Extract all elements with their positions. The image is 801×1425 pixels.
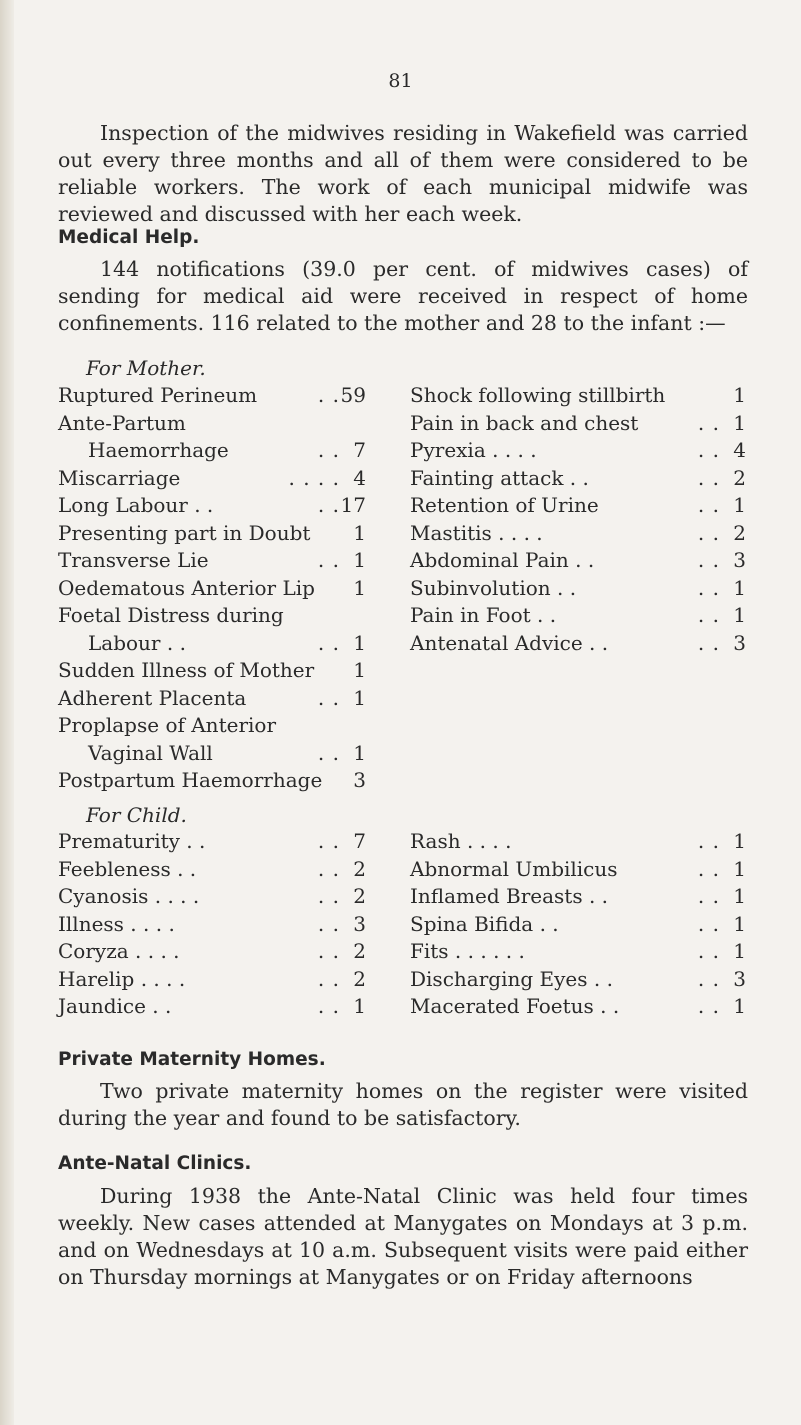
- leader-dots: . .: [317, 685, 340, 710]
- leader-dots: . .: [697, 603, 720, 627]
- list-item: [58, 657, 366, 685]
- list-item: [410, 630, 746, 658]
- item-label: Coryza . . . .: [58, 939, 180, 963]
- item-label: Fainting attack . .: [410, 465, 589, 490]
- leader-dots: . .: [317, 966, 340, 991]
- item-label: Antenatal Advice . .: [410, 630, 609, 655]
- item-label: Postpartum Haemorrhage: [58, 768, 323, 792]
- item-label: Mastitis . . . .: [410, 520, 543, 545]
- leader-dots: . .: [317, 856, 340, 881]
- item-value: 1: [353, 658, 366, 682]
- list-item: [58, 602, 366, 630]
- item-label: Discharging Eyes . .: [410, 966, 613, 991]
- leader-dots: . .: [697, 493, 720, 517]
- list-item: [410, 437, 746, 465]
- item-value: 1: [353, 630, 366, 655]
- leader-dots: . . . .: [288, 465, 340, 490]
- leader-dots: . .: [317, 548, 340, 572]
- list-item: [410, 828, 746, 856]
- item-value: 2: [353, 884, 366, 908]
- item-label: Illness . . . .: [58, 911, 175, 936]
- list-item: [410, 938, 746, 966]
- list-item: [410, 410, 746, 438]
- mother-left-list: [58, 382, 366, 795]
- item-value: 1: [733, 575, 746, 600]
- leader-dots: . .: [317, 994, 340, 1018]
- medical-help-paragraph: 144 notifications (39.0 per cent. of midwives cases) of sending for medical aid were received in respect of home confinements. 116 related to the mother and 28 to the infant :—: [58, 257, 748, 335]
- item-value: 3: [733, 630, 746, 655]
- item-value: 1: [733, 829, 746, 853]
- for-mother-heading: For Mother.: [86, 356, 206, 380]
- item-value: 1: [353, 994, 366, 1018]
- item-label: Ruptured Perineum: [58, 383, 258, 407]
- item-label: Pyrexia . . . .: [410, 438, 537, 462]
- list-item: [410, 883, 746, 911]
- item-label: Pain in back and chest: [410, 410, 639, 435]
- leader-dots: . .: [697, 939, 720, 963]
- list-item: [58, 993, 366, 1021]
- item-label: Vaginal Wall: [88, 740, 213, 765]
- list-item: [410, 547, 746, 575]
- item-label: Inflamed Breasts . .: [410, 884, 609, 908]
- list-item: [58, 911, 366, 939]
- item-label: Adherent Placenta: [58, 685, 247, 710]
- item-label: Subinvolution . .: [410, 575, 577, 600]
- item-value: 3: [733, 966, 746, 991]
- leader-dots: . .: [697, 410, 720, 435]
- leader-dots: . .: [697, 438, 720, 462]
- list-item: [58, 520, 366, 548]
- leader-dots: . .: [697, 465, 720, 490]
- item-label: Shock following stillbirth: [410, 383, 666, 407]
- leader-dots: . .: [697, 548, 720, 572]
- antenatal-paragraph: During 1938 the Ante-Natal Clinic was held four times weekly. New cases attended at Manygates on Mondays at 3 p.m. and on Wednesdays at 10 a.m. Subsequent visits were paid either on Thursday mornings at Manygates or on Friday afternoons: [58, 1184, 748, 1289]
- list-item: [410, 382, 746, 410]
- item-label: Retention of Urine: [410, 493, 599, 517]
- item-label: Harelip . . . .: [58, 966, 186, 991]
- list-item: [410, 993, 746, 1021]
- list-item: [410, 465, 746, 493]
- private-homes-heading: Private Maternity Homes.: [58, 1049, 326, 1070]
- item-value: 7: [353, 438, 366, 462]
- leader-dots: . .: [317, 829, 340, 853]
- leader-dots: . .: [317, 438, 340, 462]
- item-value: 2: [733, 520, 746, 545]
- item-value: 7: [353, 829, 366, 853]
- leader-dots: . .: [317, 911, 340, 936]
- item-label: Labour . .: [88, 630, 186, 655]
- list-item: [410, 911, 746, 939]
- item-label: Spina Bifida . .: [410, 911, 559, 936]
- item-value: 1: [353, 520, 366, 545]
- leader-dots: . .: [317, 383, 340, 407]
- antenatal-heading: Ante-Natal Clinics.: [58, 1153, 252, 1174]
- leader-dots: . .: [697, 994, 720, 1018]
- list-item: [410, 602, 746, 630]
- item-value: 1: [733, 383, 746, 407]
- item-value: 2: [733, 465, 746, 490]
- list-item: [58, 465, 366, 493]
- child-left-list: [58, 828, 366, 1021]
- item-value: 1: [733, 939, 746, 963]
- page-binding-edge: [0, 0, 14, 1425]
- leader-dots: . .: [317, 884, 340, 908]
- list-item: [58, 767, 366, 795]
- item-label: Abnormal Umbilicus: [410, 856, 618, 881]
- list-item: [58, 547, 366, 575]
- item-label: Miscarriage: [58, 465, 181, 490]
- item-label: Oedematous Anterior Lip: [58, 575, 315, 600]
- item-label: Transverse Lie: [58, 548, 209, 572]
- leader-dots: . .: [697, 856, 720, 881]
- item-value: 1: [353, 685, 366, 710]
- list-item: [410, 492, 746, 520]
- item-value: 2: [353, 966, 366, 991]
- medical-help-heading: Medical Help.: [58, 227, 200, 248]
- item-value: 1: [733, 493, 746, 517]
- list-item: [58, 828, 366, 856]
- child-right-list: [410, 828, 746, 1021]
- item-label: Sudden Illness of Mother: [58, 658, 315, 682]
- item-label: Rash . . . .: [410, 829, 512, 853]
- item-label: Prematurity . .: [58, 829, 206, 853]
- item-label: Presenting part in Doubt: [58, 520, 311, 545]
- list-item: [58, 630, 366, 658]
- mother-right-list: [410, 382, 746, 657]
- item-value: 4: [353, 465, 366, 490]
- leader-dots: . .: [697, 575, 720, 600]
- item-label: Fits . . . . . .: [410, 939, 525, 963]
- leader-dots: . .: [697, 966, 720, 991]
- item-value: 1: [733, 603, 746, 627]
- list-item: [410, 520, 746, 548]
- item-label: Jaundice . .: [58, 994, 172, 1018]
- list-item: [58, 856, 366, 884]
- item-value: 1: [733, 994, 746, 1018]
- item-value: 17: [340, 493, 366, 517]
- list-item: [58, 966, 366, 994]
- leader-dots: . .: [697, 911, 720, 936]
- list-item: [58, 883, 366, 911]
- leader-dots: . .: [317, 740, 340, 765]
- item-value: 1: [733, 856, 746, 881]
- list-item: [58, 938, 366, 966]
- item-value: 3: [733, 548, 746, 572]
- item-label: Haemorrhage: [88, 438, 229, 462]
- leader-dots: . .: [697, 630, 720, 655]
- item-label: Feebleness . .: [58, 856, 197, 881]
- list-item: [58, 575, 366, 603]
- intro-paragraph: Inspection of the midwives residing in Wakefield was carried out every three months and all of them were considered to be reliable workers. The work of each municipal midwife was reviewed and discussed with her each week.: [58, 121, 748, 226]
- item-value: 1: [353, 548, 366, 572]
- item-value: 3: [353, 768, 366, 792]
- list-item: [410, 856, 746, 884]
- list-item: [58, 410, 366, 438]
- item-label: Ante-Partum: [58, 410, 186, 435]
- item-value: 2: [353, 939, 366, 963]
- item-label: Long Labour . .: [58, 493, 214, 517]
- list-item: [58, 712, 366, 740]
- item-value: 3: [353, 911, 366, 936]
- item-label: Abdominal Pain . .: [410, 548, 595, 572]
- list-item: [58, 382, 366, 410]
- item-label: Pain in Foot . .: [410, 603, 557, 627]
- leader-dots: . .: [697, 829, 720, 853]
- leader-dots: . .: [697, 520, 720, 545]
- list-item: [58, 740, 366, 768]
- item-value: 4: [733, 438, 746, 462]
- item-value: 59: [340, 383, 366, 407]
- item-label: Proplapse of Anterior: [58, 713, 276, 737]
- private-homes-paragraph: Two private maternity homes on the register were visited during the year and found to be satisfactory.: [58, 1079, 748, 1130]
- list-item: [410, 575, 746, 603]
- list-item: [58, 492, 366, 520]
- page-number: 81: [388, 70, 413, 92]
- item-value: 1: [733, 410, 746, 435]
- item-label: Macerated Foetus . .: [410, 994, 620, 1018]
- leader-dots: . .: [317, 630, 340, 655]
- leader-dots: . .: [317, 493, 340, 517]
- for-child-heading: For Child.: [86, 803, 187, 827]
- item-label: Foetal Distress during: [58, 603, 284, 627]
- item-value: 2: [353, 856, 366, 881]
- item-value: 1: [733, 884, 746, 908]
- item-value: 1: [733, 911, 746, 936]
- leader-dots: . .: [697, 884, 720, 908]
- item-label: Cyanosis . . . .: [58, 884, 200, 908]
- item-value: 1: [353, 740, 366, 765]
- list-item: [58, 437, 366, 465]
- list-item: [410, 966, 746, 994]
- list-item: [58, 685, 366, 713]
- item-value: 1: [353, 575, 366, 600]
- leader-dots: . .: [317, 939, 340, 963]
